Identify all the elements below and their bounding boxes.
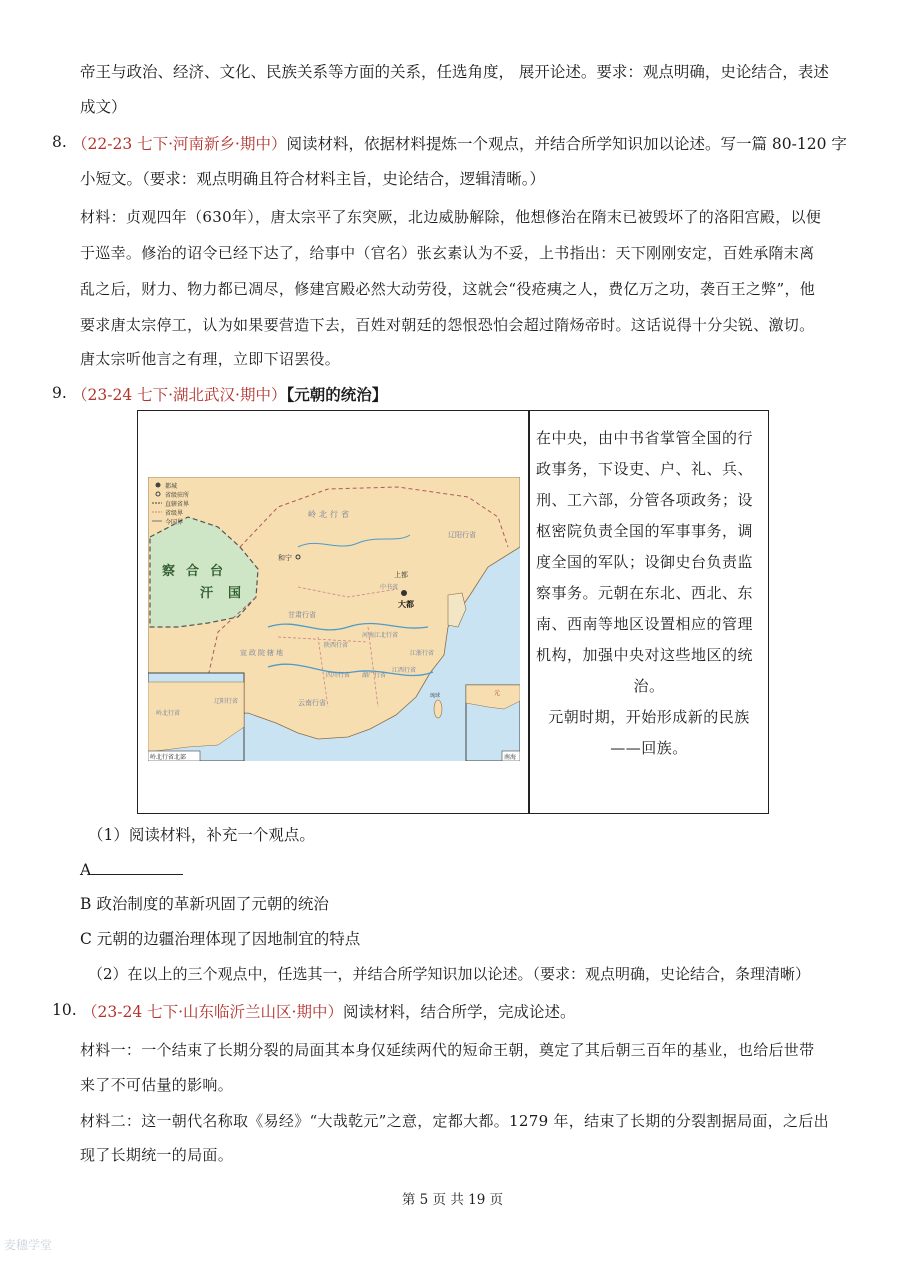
q10-material-line: 现了长期统一的局面。 <box>80 1146 234 1164</box>
map-inset-left <box>148 673 244 761</box>
yuan-dynasty-map <box>148 477 520 761</box>
option-a-blank[interactable] <box>91 860 183 875</box>
map-label-shaanxi: 陕西行省 <box>324 642 349 649</box>
figure-divider <box>528 411 530 813</box>
legend-text: 都城 <box>165 483 178 490</box>
map-label-henan: 河南江北行省 <box>362 632 399 639</box>
material-line: 治。 <box>633 677 665 695</box>
map-label-yunnan: 云南行省 <box>298 699 326 707</box>
map-label-chagatai: 国 <box>228 586 242 601</box>
map-label-chagatai: 合 <box>186 564 200 579</box>
map-label-chagatai: 察 <box>162 564 176 579</box>
intro-line-1: 帝王与政治、经济、文化、民族关系等方面的关系，任选角度， 展开论述。要求：观点明确，史论结合，表述 <box>80 63 829 81</box>
q9-sub-2: （2）在以上的三个观点中，任选其一，并结合所学知识加以论述。（要求：观点明确，史论结合，条理清晰） <box>88 965 811 983</box>
legend-text: 今国界 <box>165 519 184 526</box>
q9-option-a <box>80 859 183 881</box>
q8-prompt-line-2: 小短文。（要求：观点明确且符合材料主旨，史论结合，逻辑清晰。） <box>80 170 546 188</box>
q9-title: 【元朝的统治】 <box>286 385 388 404</box>
material-line: 枢密院负责全国的军事事务，调 <box>536 522 754 540</box>
map-inset-right <box>466 685 520 761</box>
legend-text: 直辖省界 <box>165 501 190 508</box>
map-label-shangdu: 上都 <box>394 571 408 579</box>
inset-left-caption: 岭北行省北部 <box>150 754 187 761</box>
map-taiwan <box>434 700 442 718</box>
q9-heading <box>72 384 387 406</box>
q8-material-line: 材料：贞观四年（630年），唐太宗平了东突厥，北边威胁解除，他想修治在隋末已被毁坏了的洛阳宫殿，以便 <box>80 208 822 226</box>
material-line: 机构，加强中央对这些地区的统 <box>536 646 754 664</box>
yuan-dynasty-figure <box>137 410 769 814</box>
q9-number: 9. <box>52 384 67 402</box>
material-line: 度全国的军队；设御史台负责监 <box>536 553 754 571</box>
map-label-jiangxi: 江西行省 <box>392 667 417 674</box>
page-footer: 第 5 页 共 19 页 <box>401 1192 504 1208</box>
map-label-liaoyang: 辽阳行省 <box>448 531 476 539</box>
q9-option-b: B 政治制度的革新巩固了元朝的统治 <box>80 895 329 913</box>
q10-material-line: 材料一：一个结束了长期分裂的局面其本身仅延续两代的短命王朝，奠定了其后朝三百年的基业，也给后世带 <box>80 1041 815 1059</box>
watermark: 麦穗学堂 <box>4 1238 53 1252</box>
q10-number: 10. <box>52 1001 77 1019</box>
material-line: 政事务，下设吏、户、礼、兵、 <box>536 460 754 478</box>
q8-source: （22-23 七下·河南新乡·期中） <box>72 135 287 153</box>
q8-material-line: 唐太宗听他言之有理，立即下诏罢役。 <box>80 350 341 368</box>
map-label-chagatai: 台 <box>210 564 224 579</box>
q8-number: 8. <box>52 133 67 151</box>
map-label-gansu: 甘肃行省 <box>288 611 316 619</box>
q8-material-line: 乱之后，财力、物力都已凋尽，修建宫殿必然大动劳役，这就会“役疮痍之人，费亿万之功，袭百王之弊”，他 <box>80 280 816 298</box>
q8-material-line: 于巡幸。修治的诏令已经下达了，给事中（官名）张玄素认为不妥，上书指出：天下刚刚安定，百姓承隋末离 <box>80 244 815 262</box>
map-label-sichuan: 四川行省 <box>326 672 351 679</box>
yuan-material-text <box>536 423 762 764</box>
q10-material-line: 材料二：这一朝代名称取《易经》“大哉乾元”之意，定都大都。1279 年，结束了长期的分裂割据局面，之后出 <box>80 1112 829 1130</box>
q8-prompt-1: 阅读材料，依据材料提炼一个观点，并结合所学知识加以论述。写一篇 80-120 字 <box>286 135 847 153</box>
map-label-jiangzhe: 江浙行省 <box>410 650 435 657</box>
option-a-label: A <box>80 861 92 879</box>
dadu-icon <box>401 590 407 596</box>
q9-option-c: C 元朝的边疆治理体现了因地制宜的特点 <box>80 930 361 948</box>
legend-text: 省级驻所 <box>165 492 190 499</box>
intro-line-2: 成文） <box>80 98 127 116</box>
q10-material-line: 来了不可估量的影响。 <box>80 1076 234 1094</box>
inset-left-label: 辽阳行省 <box>214 698 239 705</box>
legend-capital-icon <box>156 483 161 488</box>
map-label-xuanzheng: 宣政院辖地 <box>240 649 285 657</box>
q9-sub-1: （1）阅读材料，补充一个观点。 <box>88 826 315 844</box>
inset-left-label: 岭北行省 <box>156 710 181 717</box>
q10-prompt: 阅读材料，结合所学，完成论述。 <box>342 1003 576 1021</box>
map-label-lingbei: 岭北行省 <box>308 510 352 519</box>
map-label-dadu: 大都 <box>398 599 414 609</box>
q8-material-line: 要求唐太宗停工，认为如果要营造下去，百姓对朝廷的怨恨恐怕会超过隋炀帝时。这话说得十分尖锐、激切。 <box>80 316 815 334</box>
map-label-chagatai: 汗 <box>200 586 214 601</box>
material-line: 察事务。元朝在东北、西北、东 <box>536 584 754 602</box>
map-label-zhongshu: 中书省 <box>380 584 399 591</box>
q8-prompt-line-1 <box>72 133 847 155</box>
material-line: 元朝时期，开始形成新的民族 <box>548 708 750 726</box>
q10-heading <box>82 1001 575 1023</box>
map-label-huguang: 湖广行省 <box>362 672 387 679</box>
material-line: 刑、工六部，分管各项政务；设 <box>536 491 754 509</box>
q9-source: （23-24 七下·湖北武汉·期中） <box>72 386 287 404</box>
q10-source: （23-24 七下·山东临沂兰山区·期中） <box>82 1003 343 1021</box>
map-label-liuqiu: 琉球 <box>430 693 441 699</box>
inset-right-title: 元 <box>494 690 501 697</box>
material-line: 在中央，由中书省掌管全国的行 <box>536 429 754 447</box>
material-line: ——回族。 <box>610 739 688 757</box>
inset-right-caption: 南海 <box>504 754 517 761</box>
legend-text: 省级界 <box>165 510 184 517</box>
map-label-helin: 和宁 <box>278 554 292 562</box>
material-line: 南、西南等地区设置相应的管理 <box>536 615 754 633</box>
